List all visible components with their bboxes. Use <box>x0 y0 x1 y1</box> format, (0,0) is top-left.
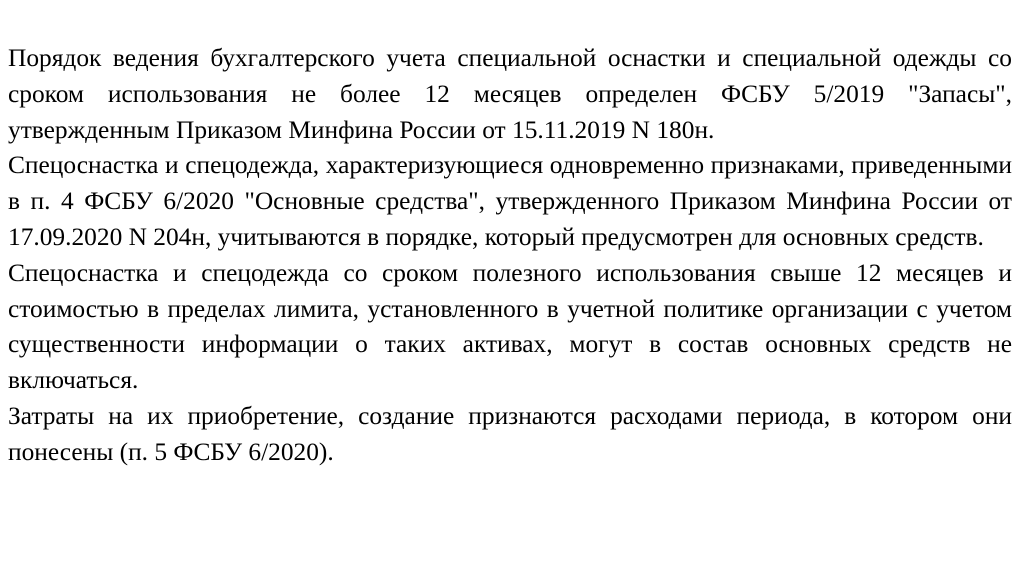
paragraph-limit-exclusion: Спецоснастка и спецодежда со сроком полезного использования свыше 12 месяцев и стоимостью в пределах лимита, установленного в учетной политике организации с учетом существенности информации о таких активах, могут в состав основных средств не включаться. <box>8 258 1012 395</box>
paragraph-fixed-assets-criteria: Спецоснастка и спецодежда, характеризующиеся одновременно признаками, приведенными в п. 4 ФСБУ 6/2020 "Основные средства", утвержденного Приказом Минфина России от 17.09.2020 N 204н, учитываются в порядке, который предусмотрен для основных средств. <box>8 151 1012 251</box>
paragraph-period-expenses: Затраты на их приобретение, создание признаются расходами периода, в котором они понесены (п. 5 ФСБУ 6/2020). <box>8 401 1012 466</box>
body-text <box>8 41 1012 471</box>
paragraph-accounting-procedure: Порядок ведения бухгалтерского учета специальной оснастки и специальной одежды со сроком использования не более 12 месяцев определен ФСБУ 5/2019 "Запасы", утвержденным Приказом Минфина России от 15.11.2019 N 180н. <box>8 44 1012 144</box>
